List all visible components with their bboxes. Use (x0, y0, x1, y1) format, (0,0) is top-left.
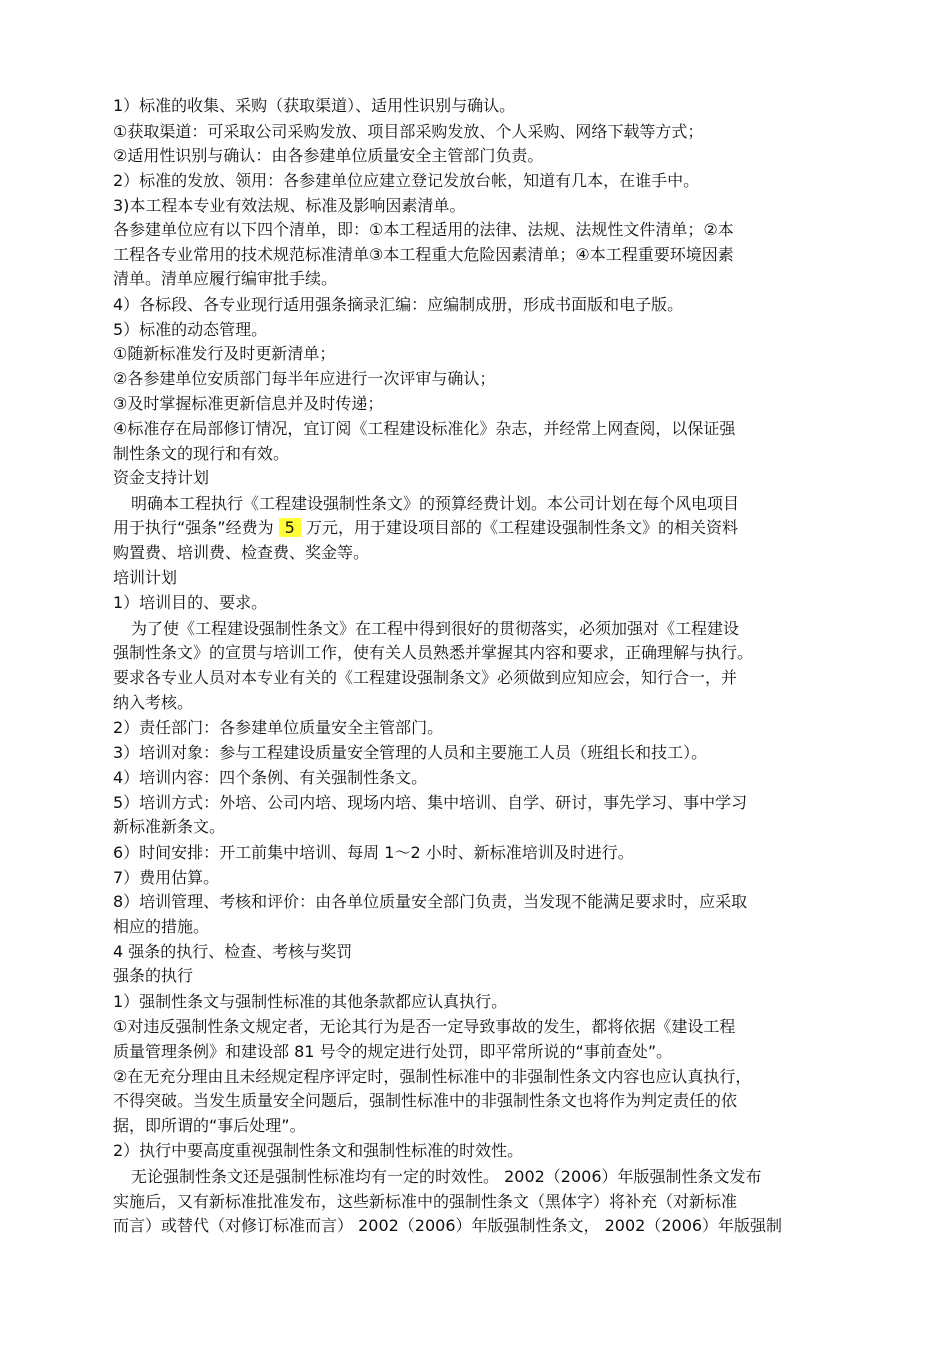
section-heading: 培训计划 (113, 568, 178, 587)
text-line: 8）培训管理、考核和评价：由各单位质量安全部门负责，当发现不能满足要求时，应采取 (113, 892, 748, 911)
section-heading: 强条的执行 (113, 966, 194, 985)
text-line: 2）责任部门：各参建单位质量安全主管部门。 (113, 718, 444, 737)
text-line: 5）培训方式：外培、公司内培、现场内培、集中培训、自学、研讨，事先学习、事中学习 (113, 793, 748, 812)
text-line: 5）标准的动态管理。 (113, 320, 268, 339)
text-line: 不得突破。当发生质量安全问题后，强制性标准中的非强制性条文也将作为判定责任的依 (113, 1091, 738, 1110)
text-line: 相应的措施。 (113, 917, 210, 936)
text-line: 无论强制性条文还是强制性标准均有一定的时效性。 2002（2006）年版强制性条文发布 (131, 1167, 762, 1186)
text-line: ①随新标准发行及时更新清单； (113, 344, 336, 363)
budget-prefix: 用于执行“强条”经费为 (113, 518, 279, 537)
text-line: 而言）或替代（对修订标准而言） 2002（2006）年版强制性条文， 2002（2006）年版强制 (113, 1216, 783, 1235)
text-line: 纳入考核。 (113, 693, 194, 712)
text-line: 强制性条文》的宣贯与培训工作，使有关人员熟悉并掌握其内容和要求，正确理解与执行。 (113, 643, 754, 662)
text-line: ①获取渠道：可采取公司采购发放、项目部采购发放、个人采购、网络下载等方式； (113, 122, 704, 141)
text-line: 新标准新条文。 (113, 817, 226, 836)
text-line: 7）费用估算。 (113, 868, 220, 887)
text-line: 各参建单位应有以下四个清单，即：①本工程适用的法律、法规、法规性文件清单；②本 (113, 220, 734, 239)
text-line: 6）时间安排：开工前集中培训、每周 1～2 小时、新标准培训及时进行。 (113, 843, 634, 862)
section-heading: 资金支持计划 (113, 468, 210, 487)
text-line: 1）培训目的、要求。 (113, 593, 268, 612)
text-line: ②各参建单位安质部门每半年应进行一次评审与确认； (113, 369, 496, 388)
text-line: ②在无充分理由且未经规定程序评定时，强制性标准中的非强制性条文内容也应认真执行， (113, 1067, 752, 1086)
text-line: 1）标准的收集、采购（获取渠道）、适用性识别与确认。 (113, 96, 516, 115)
text-line: 制性条文的现行和有效。 (113, 444, 290, 463)
text-line: 4）培训内容：四个条例、有关强制性条文。 (113, 768, 428, 787)
budget-amount-highlight: 5 (279, 518, 301, 537)
text-line: 要求各专业人员对本专业有关的《工程建设强制条文》必须做到应知应会，知行合一，并 (113, 668, 738, 687)
text-line: 2）执行中要高度重视强制性条文和强制性标准的时效性。 (113, 1141, 524, 1160)
text-line: 实施后，又有新标准批准发布，这些新标准中的强制性条文（黑体字）将补充（对新标准 (113, 1192, 738, 1211)
budget-suffix: 万元，用于建设项目部的《工程建设强制性条文》的相关资料 (300, 518, 738, 537)
text-line: ①对违反强制性条文规定者，无论其行为是否一定导致事故的发生，都将依据《建设工程 (113, 1017, 736, 1036)
text-line: 质量管理条例》和建设部 81 号令的规定进行处罚，即平常所说的“事前查处”。 (113, 1042, 673, 1061)
text-line: 明确本工程执行《工程建设强制性条文》的预算经费计划。本公司计划在每个风电项目 (131, 494, 740, 513)
text-line: 为了使《工程建设强制性条文》在工程中得到很好的贯彻落实，必须加强对《工程建设 (131, 619, 740, 638)
text-line: 1）强制性条文与强制性标准的其他条款都应认真执行。 (113, 992, 508, 1011)
text-line: 4）各标段、各专业现行适用强条摘录汇编：应编制成册，形成书面版和电子版。 (113, 295, 684, 314)
text-line: 工程各专业常用的技术规范标准清单③本工程重大危险因素清单；④本工程重要环境因素 (113, 245, 734, 264)
text-line: ③及时掌握标准更新信息并及时传递； (113, 394, 384, 413)
text-line: 清单。清单应履行编审批手续。 (113, 269, 338, 288)
text-line: 购置费、培训费、检查费、奖金等。 (113, 543, 370, 562)
budget-line (113, 518, 738, 538)
text-line: 3）培训对象：参与工程建设质量安全管理的人员和主要施工人员（班组长和技工）。 (113, 743, 708, 762)
text-line: 据，即所谓的“事后处理”。 (113, 1116, 306, 1135)
text-line: ②适用性识别与确认：由各参建单位质量安全主管部门负责。 (113, 146, 544, 165)
text-line: 2）标准的发放、领用：各参建单位应建立登记发放台帐，知道有几本，在谁手中。 (113, 171, 700, 190)
section-heading: 4 强条的执行、检查、考核与奖罚 (113, 942, 353, 961)
text-line: ④标准存在局部修订情况，宜订阅《工程建设标准化》杂志，并经常上网查阅，以保证强 (113, 419, 736, 438)
text-line: 3)本工程本专业有效法规、标准及影响因素清单。 (113, 196, 466, 215)
